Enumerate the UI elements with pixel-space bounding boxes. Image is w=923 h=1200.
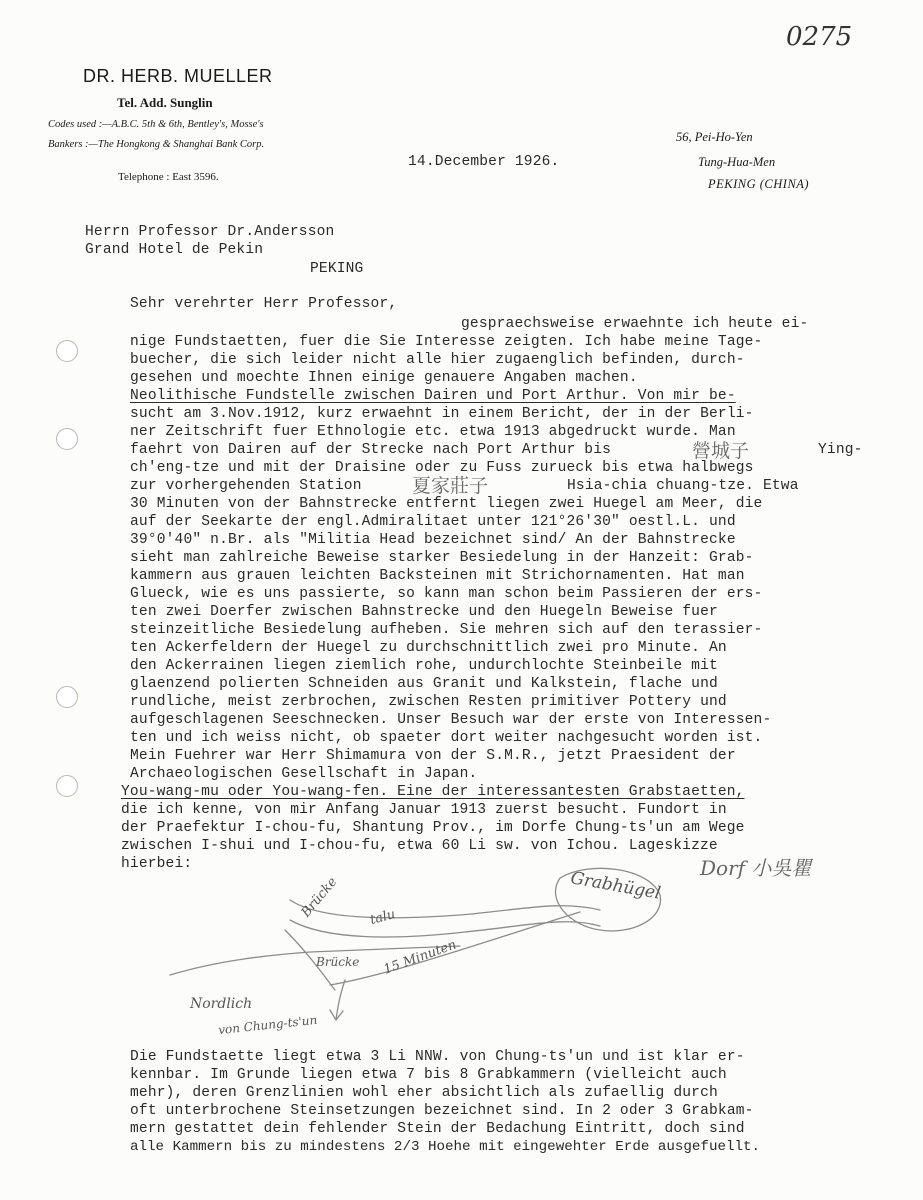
body-line: gesehen und moechte Ihnen einige genauere Angaben machen.: [130, 370, 638, 386]
letter-date: 14.December 1926.: [408, 154, 560, 170]
body-line-tail: Ying-: [818, 442, 863, 458]
body-line: buecher, die sich leider nicht alle hier zugaenglich befinden, durch-: [130, 352, 745, 368]
body-line: mern gestattet dein fehlender Stein der Bedachung Eintritt, doch sind: [130, 1121, 745, 1137]
letterhead-telephone: Telephone : East 3596.: [118, 171, 219, 183]
river-bank-upper: [290, 900, 600, 918]
letterhead-tel: Tel. Add. Sunglin: [117, 95, 213, 110]
body-line: ten und ich weiss nicht, ob spaeter dort weiter nachgesucht worden ist.: [130, 730, 763, 746]
punch-hole: [56, 428, 78, 450]
body-line: ner Zeitschrift fuer Ethnologie etc. etwa 1913 abgedruckt wurde. Man: [130, 424, 736, 440]
address-line-3: PEKING (CHINA): [708, 177, 810, 191]
recipient-line-3: PEKING: [310, 261, 364, 277]
body-line: alle Kammern bis zu mindestens 2/3 Hoehe mit eingewehter Erde ausgefuellt.: [130, 1139, 761, 1155]
body-line: gespraechsweise erwaehnte ich heute ei-: [461, 316, 809, 332]
body-line: zwischen I-shui und I-chou-fu, etwa 60 Li sw. von Ichou. Lageskizze: [121, 838, 718, 854]
body-line: glaenzend polierten Schneiden aus Granit und Kalkstein, flache und: [130, 676, 718, 692]
body-line: mehr), deren Grenzlinien wohl eher absichtlich als zufaellig durch: [130, 1085, 718, 1101]
body-line: 39°0'40" n.Br. als "Militia Head bezeichnet sind/ An der Bahnstrecke: [130, 532, 736, 548]
recipient-line-1: Herrn Professor Dr.Andersson: [85, 224, 335, 240]
river-bank-lower: [290, 920, 600, 937]
body-line: Glueck, wie es uns passierte, so kann man schon beim Passieren der ers-: [130, 586, 763, 602]
sketch-label-bruecke-top: Brücke: [298, 874, 341, 921]
body-line: sucht am 3.Nov.1912, kurz erwaehnt in einem Bericht, der in der Berli-: [130, 406, 754, 422]
punch-hole: [56, 340, 78, 362]
body-line: aufgeschlagenen Seeschnecken. Unser Besuch war der erste von Interessen-: [130, 712, 772, 728]
body-line: 30 Minuten von der Bahnstrecke entfernt liegen zwei Huegel am Meer, die: [130, 496, 763, 512]
sketch-label-nordlich: Nordlich: [190, 996, 253, 1012]
punch-hole: [56, 686, 78, 708]
body-line: sieht man zahlreiche Beweise starker Besiedelung in der Hanzeit: Grab-: [130, 550, 754, 566]
sketch-label-grabhuegel: Grabhügel: [568, 868, 663, 904]
address-line-1: 56, Pei-Ho-Yen: [676, 130, 753, 144]
sketch-label-talu: talu: [368, 906, 398, 929]
body-line: faehrt von Dairen auf der Strecke nach Port Arthur bis: [130, 442, 612, 458]
address-line-2: Tung-Hua-Men: [698, 155, 776, 169]
section-heading-youwangmu: You-wang-mu oder You-wang-fen. Eine der interessantesten Grabstaetten,: [121, 784, 745, 800]
handwritten-chinese-yingchengtze: 營城子: [692, 440, 750, 462]
body-line: steinzeitliche Besiedelung aufheben. Sie mehren sich auf den terassier-: [130, 622, 763, 638]
body-line: ten Ackerfeldern der Huegel zu durchschnittlich zwei pro Minute. An: [130, 640, 727, 656]
body-line: Archaeologischen Gesellschaft in Japan.: [130, 766, 478, 782]
body-line: Die Fundstaette liegt etwa 3 Li NNW. von Chung-ts'un und ist klar er-: [130, 1049, 745, 1065]
body-line: rundliche, meist zerbrochen, zwischen Resten primitiver Pottery und: [130, 694, 727, 710]
handwritten-chinese-hsiachia: 夏家莊子: [412, 475, 489, 497]
sketch-label-minutes: 15 Minuten: [381, 937, 459, 978]
body-line: nige Fundstaetten, fuer die Sie Interesse zeigten. Ich habe meine Tage-: [130, 334, 763, 350]
handwritten-dorf-name: Dorf 小吳瞿: [700, 856, 812, 880]
punch-hole: [56, 775, 78, 797]
body-line: oft unterbrochene Steinsetzungen bezeichnet sind. In 2 oder 3 Grabkam-: [130, 1103, 754, 1119]
section-heading-dairen: Neolithische Fundstelle zwischen Dairen und Port Arthur. Von mir be-: [130, 388, 736, 404]
body-line: ch'eng-tze und mit der Draisine oder zu Fuss zurueck bis etwa halbwegs: [130, 460, 754, 476]
body-line-tail: Hsia-chia chuang-tze. Etwa: [567, 478, 799, 494]
body-line: zur vorhergehenden Station: [130, 478, 362, 494]
body-line: ten zwei Doerfer zwischen Bahnstrecke und den Huegeln Beweise fuer: [130, 604, 718, 620]
letterhead-bankers: Bankers :—The Hongkong & Shanghai Bank Corp.: [48, 139, 265, 150]
body-line: Mein Fuehrer war Herr Shimamura von der S.M.R., jetzt Praesident der: [130, 748, 736, 764]
body-line: kennbar. Im Grunde liegen etwa 7 bis 8 Grabkammern (vielleicht auch: [130, 1067, 727, 1083]
body-line: auf der Seekarte der engl.Admiralitaet unter 121°26'30" oestl.L. und: [130, 514, 736, 530]
salutation: Sehr verehrter Herr Professor,: [130, 296, 398, 312]
body-line: die ich kenne, von mir Anfang Januar 1913 zuerst besucht. Fundort in: [121, 802, 727, 818]
body-line: hierbei:: [121, 856, 193, 872]
archive-number: 0275: [786, 22, 853, 52]
body-line: den Ackerrainen liegen ziemlich rohe, undurchlochte Steinbeile mit: [130, 658, 718, 674]
body-line: kammern aus grauen leichten Backsteinen mit Strichornamenten. Hat man: [130, 568, 745, 584]
sketch-label-bruecke: Brücke: [316, 955, 360, 969]
letterhead-name: DR. HERB. MUELLER: [83, 66, 273, 86]
letterhead-codes: Codes used :—A.B.C. 5th & 6th, Bentley's, Mosse's: [48, 119, 264, 130]
body-line: der Praefektur I-chou-fu, Shantung Prov., im Dorfe Chung-ts'un am Wege: [121, 820, 745, 836]
sketch-label-chungtsun: von Chung-ts'un: [217, 1012, 318, 1038]
recipient-line-2: Grand Hotel de Pekin: [85, 242, 264, 258]
